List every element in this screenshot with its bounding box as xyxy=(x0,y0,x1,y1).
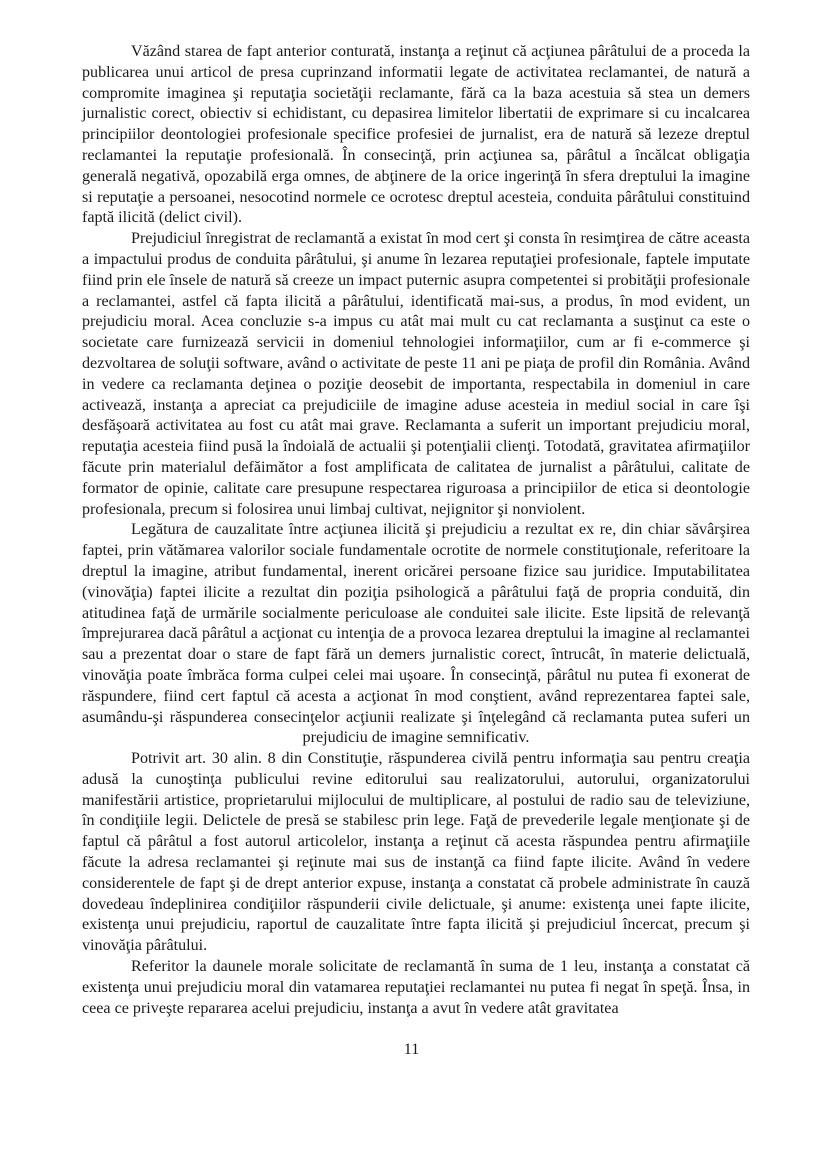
page-number: 11 xyxy=(403,1041,420,1058)
document-body xyxy=(82,42,750,1019)
paragraph-facts: Văzând starea de fapt anterior conturată, instanţa a reţinut că acţiunea pârâtului de a proceda la publicarea unui articol de presa cuprinzand informatii legate de activitatea reclamantei, de natură a compromite imaginea şi reputaţia societăţii reclamante, fără ca la baza acestuia să stea un demers jurnalistic corect, obiectiv si echidistant, cu depasirea limitelor libertatii de exprimare si cu incalcarea principiilor deontologiei profesionale specifice profesiei de jurnalist, era de natură să lezeze dreptul reclamantei la reputaţie profesională. În consecinţă, prin acţiunea sa, pârâtul a încălcat obligaţia generală negativă, opozabilă erga omnes, de abţinere de la orice ingerinţă în sfera dreptului la imagine si reputaţie a persoanei, nesocotind normele ce ocrotesc dreptul acesteia, conduita pârâtului constituind faptă ilicită (delict civil). xyxy=(82,43,750,227)
paragraph-causality: Legătura de cauzalitate între acţiunea ilicită şi prejudiciu a rezultat ex re, din chiar săvârşirea faptei, prin vătămarea valorilor sociale fundamentale ocrotite de normele constituţionale, referitoare la dreptul la imagine, atribut fundamental, inerent oricărei persoane fizice sau juridice. Imputabilitatea (vinovăţia) faptei ilicite a rezultat din poziţia psihologică a pârâtului faţă de propria conduită, din atitudinea faţă de urmările socialmente periculoase ale conduitei sale ilicite. Este lipsită de relevanţă împrejurarea dacă pârâtul a acţionat cu intenţia de a provoca lezarea dreptului la imagine al reclamantei sau a prezentat doar o stare de fapt fără un demers jurnalistic corect, întrucât, în materie delictuală, vinovăţia poate îmbrăca forma culpei celei mai uşoare. În consecinţă, pârâtul nu putea fi exonerat de răspundere, fiind cert faptul că acesta a acţionat în mod conştient, având reprezentarea faptei sale, asumându-şi răspunderea consecinţelor acţiunii realizate şi înţelegând că reclamanta putea suferi un prejudiciu de imagine semnificativ. xyxy=(82,521,750,747)
paragraph-prejudice: Prejudiciul înregistrat de reclamantă a existat în mod cert şi consta în resimţirea de către aceasta a impactului produs de conduita pârâtului, şi anume în lezarea reputaţiei profesionale, faptele imputate fiind prin ele însele de natură să creeze un impact puternic asupra competentei si probităţii profesionale a reclamantei, astfel că fapta ilicită a pârâtului, identificată mai-sus, a produs, în mod evident, un prejudiciu moral. Acea concluzie s-a impus cu atât mai mult cu cat reclamanta a susţinut ca este o societate care furnizează servicii in domeniul tehnologiei informaţiilor, cum ar fi e-commerce şi dezvoltarea de soluţii software, având o activitate de peste 11 ani pe piaţa de profil din România. Având in vedere ca reclamanta deţinea o poziţie deosebit de importanta, respectabila in domeniul in care activează, instanţa a apreciat ca prejudiciile de imagine aduse acesteia in mediul social in care îşi desfăşoară activitatea au fost cu atât mai grave. Reclamanta a suferit un important prejudiciu moral, reputaţia acesteia fiind pusă la îndoială de actualii şi potenţialii clienţi. Totodată, gravitatea afirmaţiilor făcute prin materialul defăimător a fost amplificata de calitatea de jurnalist a pârâtului, calitate de formator de opinie, calitate care presupune respectarea riguroasa a principiilor de etica si deontologie profesionala, precum si folosirea unui limbaj cultivat, nejignitor şi nonviolent. xyxy=(82,230,750,518)
paragraph-moral-damages: Referitor la daunele morale solicitate de reclamantă în suma de 1 leu, instanţa a constatat că existenţa unui prejudiciu moral din vatamarea reputaţiei reclamantei nu putea fi negat în speţă. Însa, in ceea ce priveşte repararea acelui prejudiciu, instanţa a avut în vedere atât gravitatea xyxy=(82,958,750,1017)
paragraph-constitution: Potrivit art. 30 alin. 8 din Constituţie, răspunderea civilă pentru informaţia sau pentru creaţia adusă la cunoştinţa publicului revine editorului sau realizatorului, autorului, organizatorului manifestării artistice, proprietarului mijlocului de multiplicare, al postului de radio sau de televiziune, în condiţiile legii. Delictele de presă se stabilesc prin lege. Faţă de prevederile legale menţionate şi de faptul că pârâtul a fost autorul articolelor, instanţa a reţinut că acesta răspundea pentru afirmaţiile făcute la adresa reclamantei şi reţinute mai sus de instanţă ca fiind fapte ilicite. Având în vedere considerentele de fapt şi de drept anterior expuse, instanţa a constatat că probele administrate în cauză dovedeau îndeplinirea condiţiilor răspunderii civile delictuale, şi anume: existenţa unei fapte ilicite, existenţa unui prejudiciu, raportul de cauzalitate între fapta ilicită şi prejudiciul încercat, precum şi vinovăţia pârâtului. xyxy=(82,750,750,955)
